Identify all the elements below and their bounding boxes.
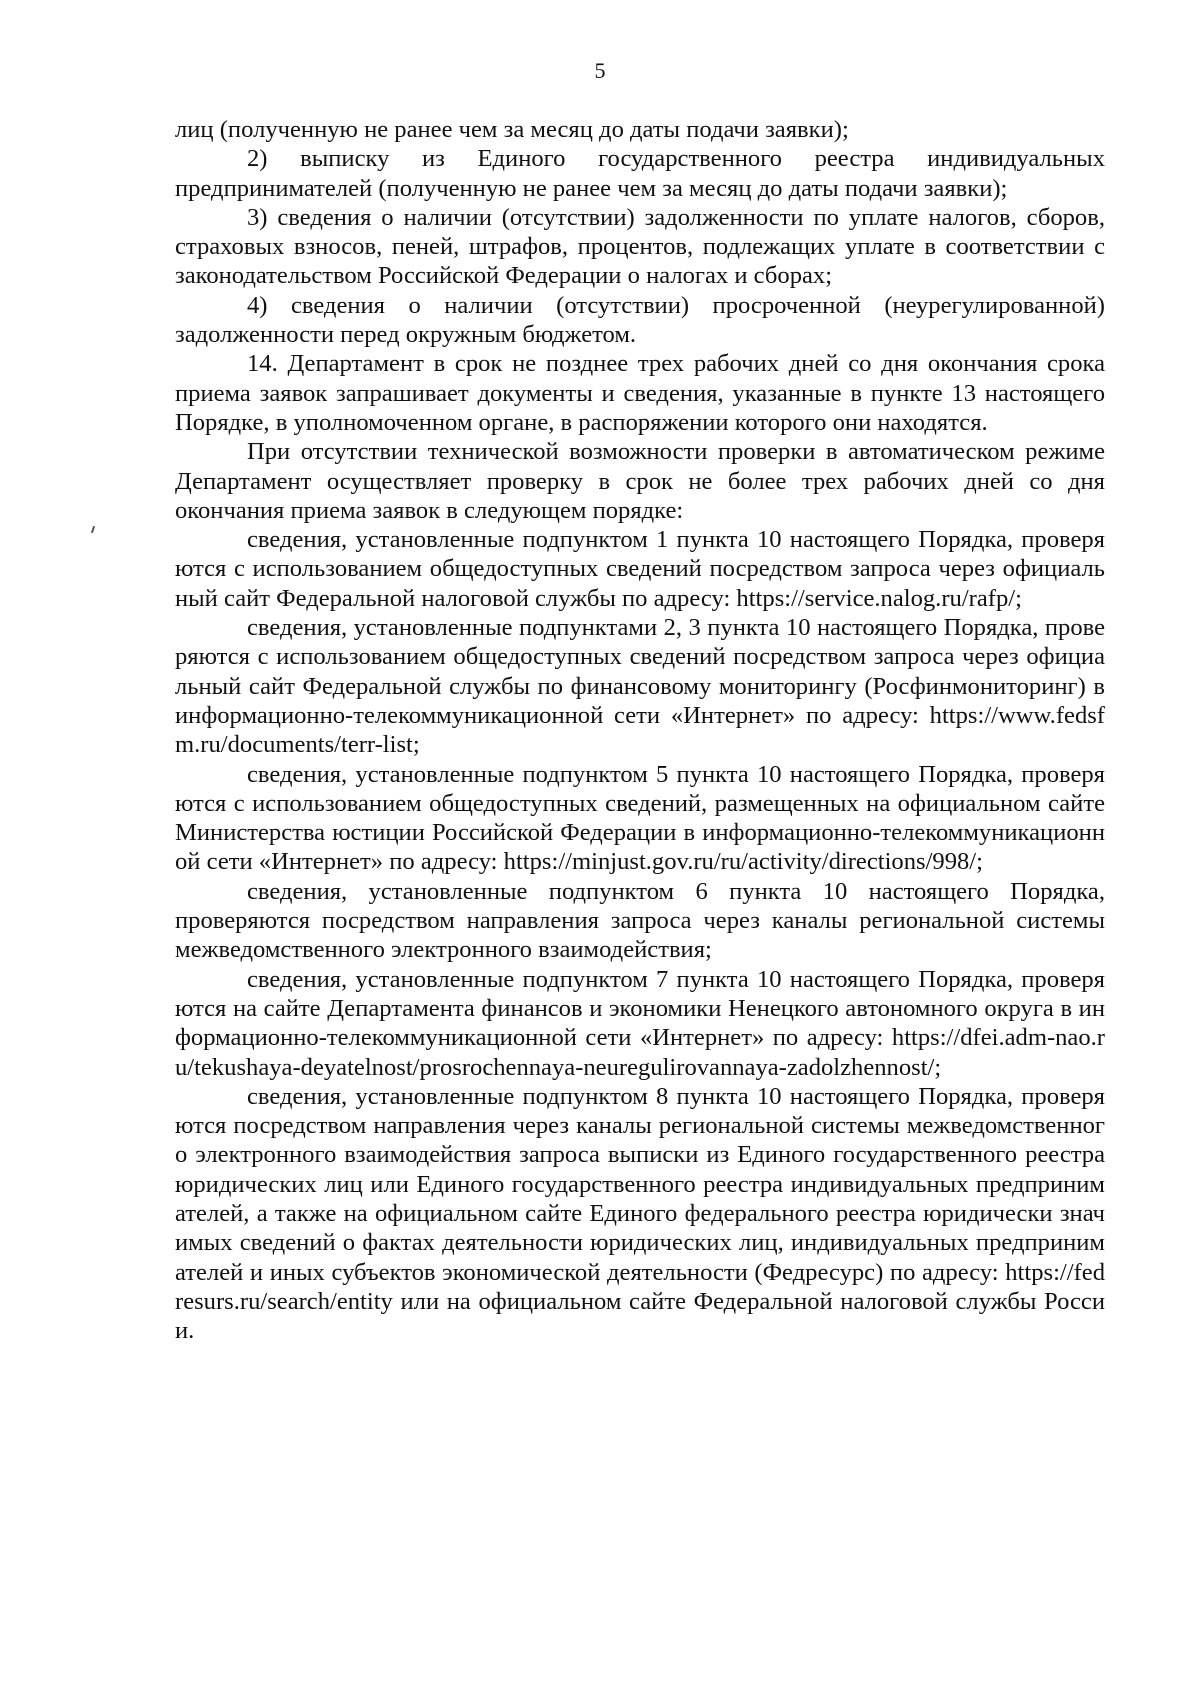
paragraph-check-subitem-1: сведения, установленные подпунктом 1 пункта 10 настоящего Порядка, проверяются с использованием общедоступных сведений посредством запроса через официальный сайт Федеральной налоговой службы по адресу: https://service.nalog.ru/rafp/;	[175, 526, 1105, 612]
paragraph-clause-14: 14. Департамент в срок не позднее трех рабочих дней со дня окончания срока приема заявок запрашивает документы и сведения, указанные в пункте 13 настоящего Порядке, в уполномоченном органе, в распоряжении которого они находятся.	[175, 350, 1105, 436]
paragraph-check-subitem-6: сведения, установленные подпунктом 6 пункта 10 настоящего Порядка, проверяются посредством направления запроса через каналы региональной системы межведомственного электронного взаимодействия;	[175, 877, 1105, 964]
paragraph-check-subitem-7: сведения, установленные подпунктом 7 пункта 10 настоящего Порядка, проверяются на сайте Департамента финансов и экономики Ненецкого автономного округа в информационно-телекоммуникационной сети «Интернет» по адресу: https://dfei.adm-nao.ru/tekushaya-deyatelnost/prosrochennaya-neuregulirovannaya-zadolzhennost/;	[175, 965, 1105, 1081]
page-number: 5	[594, 58, 606, 83]
paragraph-check-subitem-5: сведения, установленные подпунктом 5 пункта 10 настоящего Порядка, проверяются с использованием общедоступных сведений, размещенных на официальном сайте Министерства юстиции Российской Федерации в информационно-телекоммуникационной сети «Интернет» по адресу: https://minjust.gov.ru/ru/activity/directions/998/;	[175, 760, 1105, 876]
paragraph-item-3: 3) сведения о наличии (отсутствии) задолженности по уплате налогов, сборов, страховых взносов, пеней, штрафов, процентов, подлежащих уплате в соответствии с законодательством Российской Федерации о налогах и сборах;	[175, 203, 1105, 290]
scan-artifact-mark	[91, 526, 95, 533]
paragraph-continuation: лиц (полученную не ранее чем за месяц до даты подачи заявки);	[175, 116, 849, 143]
paragraph-item-2: 2) выписку из Единого государственного реестра индивидуальных предпринимателей (полученную не ранее чем за месяц до даты подачи заявки);	[175, 145, 1105, 202]
paragraph-check-subitem-8: сведения, установленные подпунктом 8 пункта 10 настоящего Порядка, проверяются посредством направления через каналы региональной системы межведомственного электронного взаимодействия запроса выписки из Единого государственного реестра юридических лиц или Единого государственного реестра индивидуальных предпринимателей, а также на официальном сайте Единого федерального реестра юридически значимых сведений о фактах деятельности юридических лиц, индивидуальных предпринимателей и иных субъектов экономической деятельности (Федресурс) по адресу: https://fedresurs.ru/search/entity или на официальном сайте Федеральной налоговой службы России.	[175, 1082, 1105, 1345]
paragraph-item-4: 4) сведения о наличии (отсутствии) просроченной (неурегулированной) задолженности перед окружным бюджетом.	[175, 291, 1105, 349]
paragraph-manual-check: При отсутствии технической возможности проверки в автоматическом режиме Департамент осуществляет проверку в срок не более трех рабочих дней со дня окончания приема заявок в следующем порядке:	[175, 438, 1105, 524]
paragraph-check-subitems-2-3: сведения, установленные подпунктами 2, 3 пункта 10 настоящего Порядка, проверяются с использованием общедоступных сведений посредством запроса через официальный сайт Федеральной службы по финансовому мониторингу (Росфинмониторинг) в информационно-телекоммуникационной сети «Интернет» по адресу: https://www.fedsfm.ru/documents/terr-list;	[175, 614, 1105, 759]
document-body	[175, 115, 1105, 1345]
